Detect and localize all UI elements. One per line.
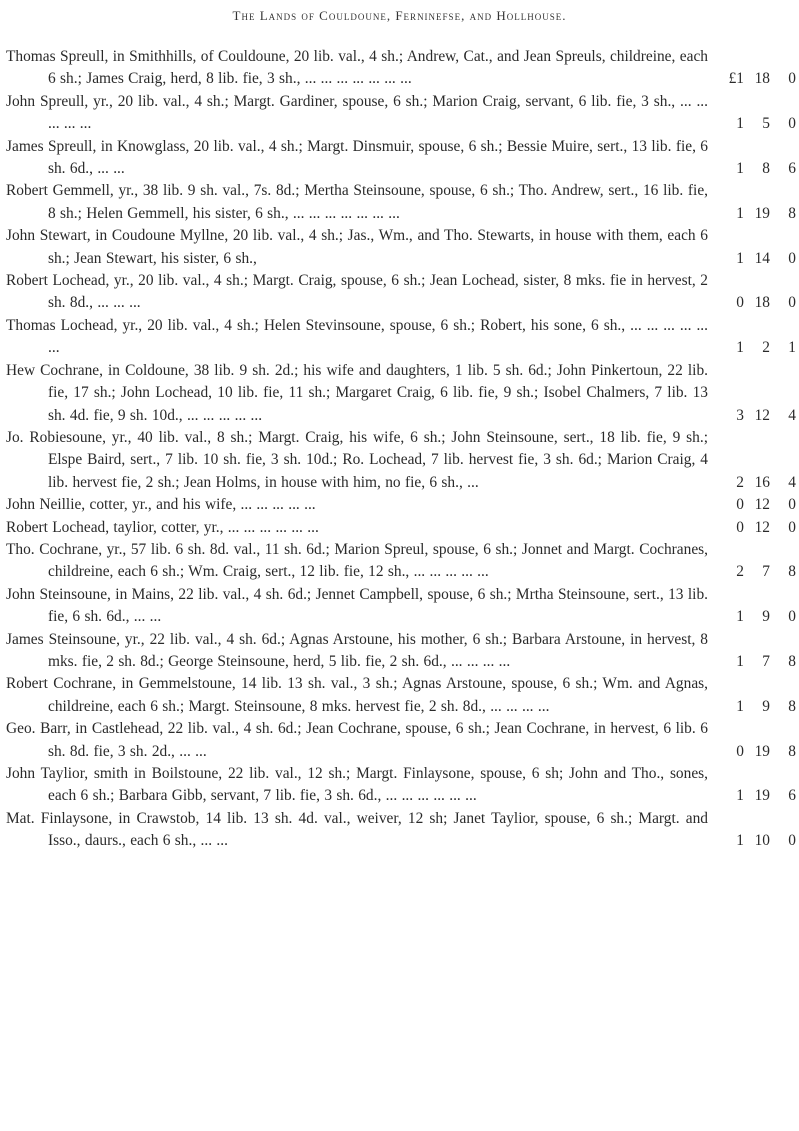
entry-text: Robert Cochrane, in Gemmelstoune, 14 lib. 13 sh. val., 3 sh.; Agnas Arstoune, spouse, 6 sh.; Wm. and Agnas, childreine, each 6 sh.; Margt. Steinsoune, 8 mks. hervest fie, 2 sh. 8d., ... ... ... ...	[6, 675, 708, 715]
amount-pounds: 1	[736, 160, 744, 178]
entry	[6, 225, 796, 270]
amount-pence: 8	[788, 204, 796, 222]
entry	[6, 360, 796, 427]
amount-pence: 8	[788, 742, 796, 760]
amount-pence: 4	[788, 473, 796, 491]
entry-amount	[710, 405, 796, 427]
entry-amount	[710, 248, 796, 270]
amount-pounds: 1	[736, 787, 744, 805]
page-heading: The Lands of Couldoune, Ferninefse, and Hollhouse.	[232, 8, 567, 23]
entry-amount	[710, 337, 796, 359]
entry	[6, 539, 796, 584]
amount-pence: 0	[788, 496, 796, 514]
entry-amount	[710, 741, 796, 763]
amount-shillings: 9	[762, 697, 770, 715]
entry-text: Hew Cochrane, in Coldoune, 38 lib. 9 sh. 2d.; his wife and daughters, 1 lib. 5 sh. 6d.; John Pinkertoun, 22 lib. fie, 17 sh.; John Lochead, 10 lib. fie, 11 sh.; Margaret Craig, 6 lib. fie, 9 sh.; Isobel Chalmers, 7 lib. 13 sh. 4d. fie, 9 sh. 10d., ... ... ... ... ...	[6, 361, 708, 424]
amount-shillings: 10	[754, 832, 770, 850]
entry-amount	[710, 158, 796, 180]
entry	[6, 494, 796, 516]
entry-text: John Spreull, yr., 20 lib. val., 4 sh.; Margt. Gardiner, spouse, 6 sh.; Marion Craig, servant, 6 lib. fie, 3 sh., ... ... ... ... ...	[6, 92, 708, 133]
entry-text: Geo. Barr, in Castlehead, 22 lib. val., 4 sh. 6d.; Jean Cochrane, spouse, 6 sh.; Jean Cochrane, in hervest, 6 lib. 6 sh. 8d. fie, 3 sh. 2d., ... ...	[6, 720, 708, 760]
entry-text: John Steinsoune, in Mains, 22 lib. val., 4 sh. 6d.; Jennet Campbell, spouse, 6 sh.; Mrtha Steinsoune, sert., 13 lib. fie, 6 sh. 6d., ... ...	[6, 585, 708, 626]
amount-pence: 6	[788, 787, 796, 805]
entry-amount	[710, 203, 796, 225]
entry	[6, 315, 796, 360]
amount-shillings: 8	[762, 160, 770, 178]
amount-pence: 0	[788, 832, 796, 850]
entry-amount	[710, 651, 796, 673]
amount-pounds: 1	[736, 115, 744, 133]
amount-shillings: 18	[754, 70, 770, 88]
amount-shillings: 5	[762, 115, 770, 133]
amount-shillings: 14	[754, 249, 770, 267]
entry	[6, 270, 796, 315]
amount-pence: 6	[788, 160, 796, 178]
amount-pence: 8	[788, 697, 796, 715]
entry	[6, 629, 796, 674]
entry	[6, 46, 796, 91]
entry-text: John Stewart, in Coudoune Myllne, 20 lib. val., 4 sh.; Jas., Wm., and Tho. Stewarts, in house with them, each 6 sh.; Jean Stewart, his sister, 6 sh.,	[6, 227, 708, 267]
amount-pounds: 1	[736, 339, 744, 357]
entry	[6, 180, 796, 225]
amount-pence: 0	[788, 294, 796, 312]
amount-pence: 8	[788, 563, 796, 581]
amount-pounds: 1	[736, 204, 744, 222]
entry-amount	[710, 472, 796, 494]
amount-pounds: 0	[736, 294, 744, 312]
entry	[6, 673, 796, 718]
amount-shillings: 2	[762, 339, 770, 357]
amount-shillings: 18	[754, 294, 770, 312]
amount-pounds: 2	[736, 563, 744, 581]
amount-pounds: 0	[736, 496, 744, 514]
entry	[6, 427, 796, 494]
amount-pounds: 1	[736, 832, 744, 850]
amount-shillings: 19	[754, 204, 770, 222]
entry-text: Tho. Cochrane, yr., 57 lib. 6 sh. 8d. val., 11 sh. 6d.; Marion Spreul, spouse, 6 sh.; Jonnet and Margt. Cochranes, childreine, each 6 sh.; Wm. Craig, sert., 12 lib. fie, 12 sh., ... ... ... ... ...	[6, 540, 708, 581]
amount-pence: 0	[788, 70, 796, 88]
amount-pounds: 3	[736, 406, 744, 424]
amount-shillings: 12	[754, 496, 770, 514]
amount-pounds: 1	[736, 697, 744, 715]
entry-text: John Neillie, cotter, yr., and his wife, ... ... ... ... ...	[6, 496, 316, 514]
entry-amount	[710, 785, 796, 807]
entry	[6, 517, 796, 539]
entry-text: Robert Gemmell, yr., 38 lib. 9 sh. val., 7s. 8d.; Mertha Steinsoune, spouse, 6 sh.; Tho. Andrew, sert., 16 lib. fie, 8 sh.; Helen Gemmell, his sister, 6 sh., ... ... ... ... ... ... ...	[6, 182, 708, 222]
entry-text: Jo. Robiesoune, yr., 40 lib. val., 8 sh.; Margt. Craig, his wife, 6 sh.; John Steinsoune, sert., 18 lib. fie, 9 sh.; Elspe Baird, sert., 7 lib. 10 sh. fie, 3 sh. 10d.; Ro. Lochead, 7 lib. hervest fie, 3 sh. 6d.; Marion Craig, 4 lib. hervest fie, 2 sh.; Jean Holms, in house with him, no fie, 6 sh., ...	[6, 428, 708, 491]
entry-amount	[710, 830, 796, 852]
amount-shillings: 12	[754, 406, 770, 424]
amount-shillings: 19	[754, 742, 770, 760]
amount-shillings: 16	[754, 473, 770, 491]
entry-list	[6, 46, 796, 853]
entry-amount	[710, 561, 796, 583]
entry-amount	[710, 606, 796, 628]
amount-pounds: 1	[736, 652, 744, 670]
amount-pounds: 0	[736, 518, 744, 536]
amount-pence: 8	[788, 652, 796, 670]
entry-amount	[710, 292, 796, 314]
entry	[6, 584, 796, 629]
entry-amount	[710, 68, 796, 90]
amount-pounds: 2	[736, 473, 744, 491]
amount-pounds: 1	[736, 608, 744, 626]
entry	[6, 718, 796, 763]
amount-pounds: £1	[728, 70, 744, 88]
amount-pence: 0	[788, 249, 796, 267]
amount-shillings: 9	[762, 608, 770, 626]
entry-amount	[710, 696, 796, 718]
entry	[6, 136, 796, 181]
entry-amount	[710, 113, 796, 135]
entry-text: Thomas Lochead, yr., 20 lib. val., 4 sh.; Helen Stevinsoune, spouse, 6 sh.; Robert, his sone, 6 sh., ... ... ... ... ... ...	[6, 316, 708, 357]
amount-pence: 0	[788, 608, 796, 626]
entry	[6, 808, 796, 853]
amount-pence: 0	[788, 115, 796, 133]
amount-pence: 0	[788, 518, 796, 536]
amount-pence: 1	[788, 339, 796, 357]
entry-text: John Taylior, smith in Boilstoune, 22 lib. val., 12 sh.; Margt. Finlaysone, spouse, 6 sh; John and Tho., sones, each 6 sh.; Barbara Gibb, servant, 7 lib. fie, 3 sh. 6d., ... ... ... ... ... ...	[6, 765, 708, 805]
entry-text: James Steinsoune, yr., 22 lib. val., 4 sh. 6d.; Agnas Arstoune, his mother, 6 sh.; Barbara Arstoune, in hervest, 8 mks. fie, 2 sh. 8d.; George Steinsoune, herd, 5 lib. fie, 2 sh. 6d., ... ... ... ...	[6, 630, 708, 670]
entry-text: Thomas Spreull, in Smithhills, of Couldoune, 20 lib. val., 4 sh.; Andrew, Cat., and Jean Spreuls, childreine, each 6 sh.; James Craig, herd, 8 lib. fie, 3 sh., ... ... ... ... ... ... ...	[6, 48, 708, 88]
entry-text: Robert Lochead, taylior, cotter, yr., ... ... ... ... ... ...	[6, 518, 319, 536]
entry-text: Mat. Finlaysone, in Crawstob, 14 lib. 13 sh. 4d. val., weiver, 12 sh; Janet Taylior, spouse, 6 sh.; Margt. and Isso., daurs., each 6 sh., ... ...	[6, 809, 708, 850]
amount-pounds: 1	[736, 249, 744, 267]
amount-shillings: 12	[754, 518, 770, 536]
entry	[6, 91, 796, 136]
amount-pounds: 0	[736, 742, 744, 760]
entry-amount	[710, 517, 796, 539]
amount-shillings: 7	[762, 563, 770, 581]
amount-pence: 4	[788, 406, 796, 424]
entry-amount	[710, 494, 796, 516]
amount-shillings: 7	[762, 652, 770, 670]
entry	[6, 763, 796, 808]
entry-text: Robert Lochead, yr., 20 lib. val., 4 sh.; Margt. Craig, spouse, 6 sh.; Jean Lochead, sister, 8 mks. fie in hervest, 2 sh. 8d., ... ... ...	[6, 272, 708, 312]
entry-text: James Spreull, in Knowglass, 20 lib. val., 4 sh.; Margt. Dinsmuir, spouse, 6 sh.; Bessie Muire, sert., 13 lib. fie, 6 sh. 6d., ... ...	[6, 137, 708, 178]
amount-shillings: 19	[754, 787, 770, 805]
